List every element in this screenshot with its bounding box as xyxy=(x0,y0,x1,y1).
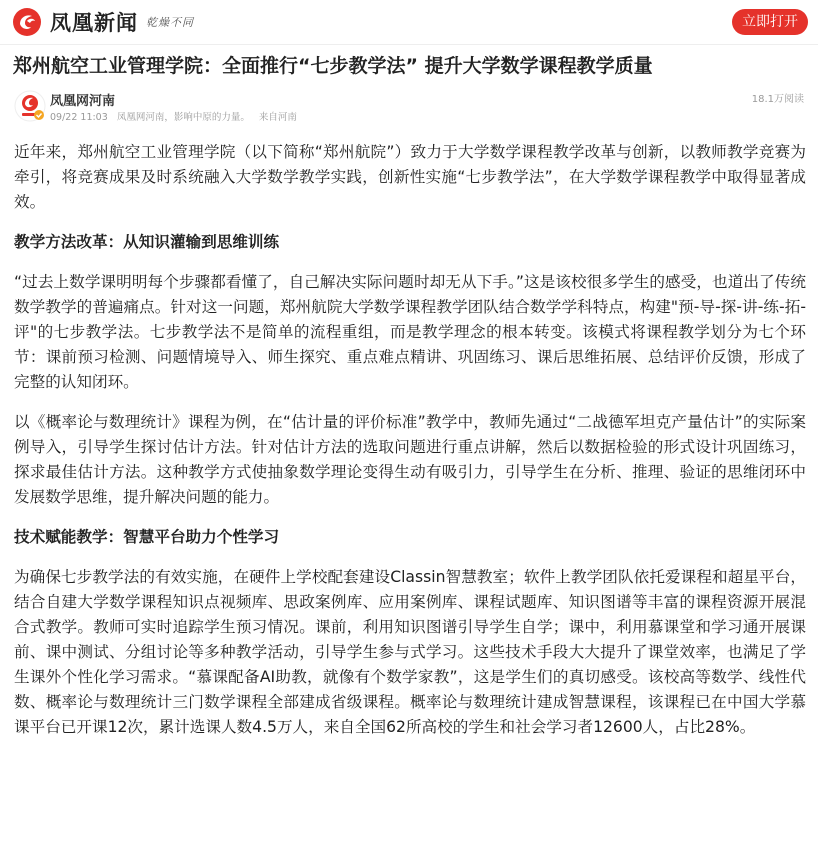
article-title: 郑州航空工业管理学院：全面推行“七步教学法” 提升大学数学课程教学质量 xyxy=(13,55,653,77)
read-count: 18.1万阅读 xyxy=(751,94,804,105)
section-heading: 技术赋能教学：智慧平台助力个性学习 xyxy=(14,528,280,546)
top-bar xyxy=(0,0,818,45)
paragraph: “过去上数学课明明每个步骤都看懂了，自己解决实际问题时却无从下手。”这是该校很多学生的感受，也道出了传统数学教学的普遍痛点。针对这一问题，郑州航院大学数学课程教学团队结合数学学科特点，构建"预-导-探-讲-练-拓-评"的七步教学法。七步教学法不是简单的流程重组，而是教学理念的根本转变。该模式将课程教学划分为七个环节：课前预习检测、问题情境导入、师生探究、重点难点精讲、巩固练习、课后思维拓展、总结评价反馈，形成了完整的认知闭环。 xyxy=(14,273,806,391)
paragraph: 为确保七步教学法的有效实施，在硬件上学校配套建设Classin智慧教室；软件上教学团队依托爱课程和超星平台，结合自建大学数学课程知识点视频库、思政案例库、应用案例库、课程试题库、知识图谱等丰富的课程资源开展混合式教学。教师可实时追踪学生预习情况。课前，利用知识图谱引导学生自学；课中，利用慕课堂和学习通开展课前、课中测试、分组讨论等多种教学活动，引导学生参与式学习。这些技术手段大大提升了课堂效率，也满足了学生课外个性化学习需求。“慕课配备AI助教，就像有个数学家教”，这是学生们的真切感受。该校高等数学、线性代数、概率论与数理统计三门数学课程全部建成省级课程。概率论与数理统计建成智慧课程，该课程已在中国大学慕课平台已开课12次，累计选课人数4.5万人，来自全国62所高校的学生和社会学习者12600人，占比28%。 xyxy=(14,568,806,736)
author-description: 凤凰网河南，影响中原的力量。 xyxy=(116,112,250,123)
logo-text: 凤凰新闻 xyxy=(50,10,138,35)
author-name[interactable]: 凤凰网河南 xyxy=(50,94,116,109)
article-meta xyxy=(14,88,804,124)
article-source: 来自河南 xyxy=(258,112,297,123)
open-app-button[interactable]: 立即打开 xyxy=(732,9,808,35)
author-avatar-icon[interactable] xyxy=(14,90,46,122)
section-heading: 教学方法改革：从知识灌输到思维训练 xyxy=(14,233,280,251)
phoenix-logo-icon xyxy=(12,7,42,37)
brand-logo[interactable] xyxy=(12,6,194,38)
publish-date: 09/22 11:03 xyxy=(50,112,108,123)
paragraph: 近年来，郑州航空工业管理学院（以下简称“郑州航院”）致力于大学数学课程教学改革与创新，以教师教学竞赛为牵引，将竞赛成果及时系统融入大学数学教学实践，创新性实施“七步教学法”，在大学数学课程教学中取得显著成效。 xyxy=(14,143,806,211)
article-body xyxy=(14,140,806,755)
logo-slogan: 乾燥不同 xyxy=(146,16,194,29)
article-subline xyxy=(50,109,303,123)
paragraph: 以《概率论与数理统计》课程为例，在“估计量的评价标准”教学中，教师先通过“二战德军坦克产量估计”的实际案例导入，引导学生探讨估计方法。针对估计方法的选取问题进行重点讲解，然后以数据检验的形式设计巩固练习，探求最佳估计方法。这种教学方式使抽象数学理论变得生动有吸引力，引导学生在分析、推理、验证的思维闭环中发展数学思维，提升解决问题的能力。 xyxy=(14,413,806,506)
